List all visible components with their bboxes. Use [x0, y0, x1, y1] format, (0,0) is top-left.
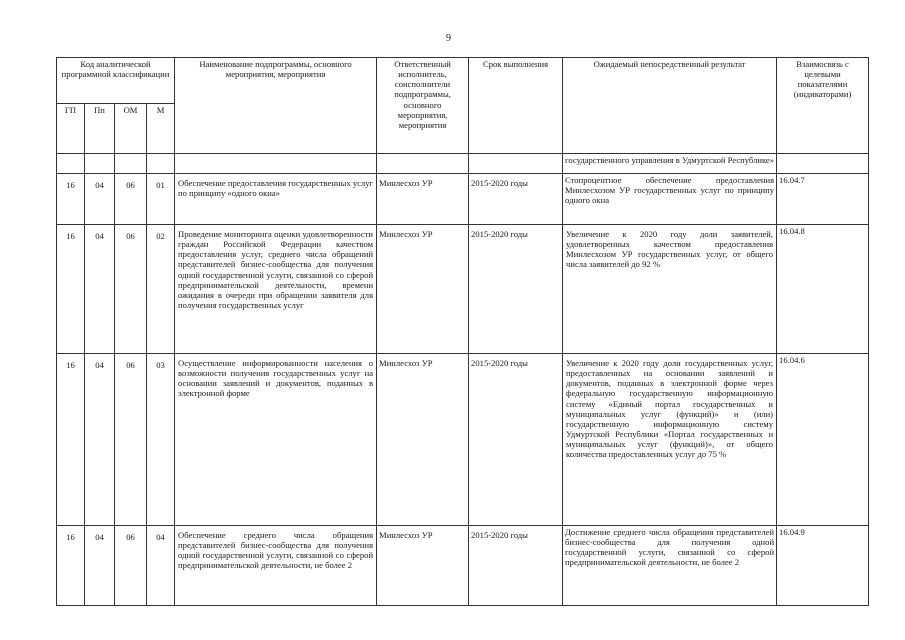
- cell-gp: 16: [57, 354, 85, 526]
- header-gp: ГП: [57, 104, 85, 154]
- header-name: Наименование подпрограммы, основного мероприятия, мероприятия: [175, 58, 377, 154]
- cell-pp: 04: [85, 526, 115, 606]
- cell-result: Достижение среднего числа обращения представителей бизнес-сообщества для получения одной государственной услуги, связанной со сферой предпринимательской деятельности, не более 2: [563, 526, 777, 606]
- cell-m: 02: [147, 225, 175, 354]
- cell-name: Осуществление информированности населения о возможности получения государственных услуг на основании заявлений и документов, поданных в электронной форме: [175, 354, 377, 526]
- cell-gp: 16: [57, 225, 85, 354]
- cell-link: 16.04.7: [777, 174, 869, 225]
- cell-gp: 16: [57, 526, 85, 606]
- header-pp: Пп: [85, 104, 115, 154]
- cell-pp: 04: [85, 174, 115, 225]
- cell-m: 04: [147, 526, 175, 606]
- cell-term: 2015-2020 годы: [469, 354, 563, 526]
- cell-name: Обеспечение среднего числа обращения представителей бизнес-сообщества для получения одной государственной услуги, связанной со сферой предпринимательской деятельности, не более 2: [175, 526, 377, 606]
- cell-responsible: Минлесхоз УР: [377, 174, 469, 225]
- continuation-row: [57, 154, 869, 174]
- cell-term: 2015-2020 годы: [469, 526, 563, 606]
- cell-term: 2015-2020 годы: [469, 174, 563, 225]
- table-row: [57, 225, 869, 354]
- cell-name: Обеспечение предоставления государственных услуг по принципу «одного окна»: [175, 174, 377, 225]
- cell-name: Проведение мониторинга оценки удовлетворенности граждан Российской Федерации качеством предоставления услуг, среднего числа обращений представителей бизнес-сообщества для получения одной государственной услуги, связанной со сферой предпринимательской деятельности, времени ожидания в очереди при обращении заявителя для получения государственных услуг: [175, 225, 377, 354]
- cell-m: 01: [147, 174, 175, 225]
- table-row: [57, 174, 869, 225]
- cell-result: Стопроцентное обеспечение предоставления Минлесхозом УР государственных услуг по принципу одного окна: [563, 174, 777, 225]
- table-row: [57, 354, 869, 526]
- program-table: [56, 57, 869, 606]
- cell-result: Увеличение к 2020 году доли заявителей, удовлетворенных качеством предоставления Минлесхозом УР государственных услуг, от общего числа заявителей до 92 %: [563, 225, 777, 354]
- header-responsible: Ответственный исполнитель, соисполнители подпрограммы, основного мероприятия, мероприятия: [377, 58, 469, 154]
- cell-om: 06: [115, 354, 147, 526]
- header-link: Взаимосвязь с целевыми показателями (индикаторами): [777, 58, 869, 154]
- header-result: Ожидаемый непосредственный результат: [563, 58, 777, 154]
- cell-responsible: Минлесхоз УР: [377, 354, 469, 526]
- cell-gp: 16: [57, 174, 85, 225]
- cell-link: 16.04.9: [777, 526, 869, 606]
- cell-responsible: Минлесхоз УР: [377, 526, 469, 606]
- header-term: Срок выполнения: [469, 58, 563, 154]
- cell-pp: 04: [85, 354, 115, 526]
- cell-result: Увеличение к 2020 году доли государственных услуг, предоставленных на основании заявлений и документов, поданных в электронной форме через федеральную государственную информационную систему «Единый портал государственных и муниципальных услуг (функций)» и (или) государственную информационную систему Удмуртской Республики «Портал государственных и муниципальных услуг (функций)», от общего количества предоставленных услуг до 75 %: [563, 354, 777, 526]
- header-om: ОМ: [115, 104, 147, 154]
- cell-om: 06: [115, 225, 147, 354]
- page-number: 9: [446, 33, 451, 44]
- cell-pp: 04: [85, 225, 115, 354]
- cell-term: 2015-2020 годы: [469, 225, 563, 354]
- cell-om: 06: [115, 526, 147, 606]
- cell-m: 03: [147, 354, 175, 526]
- table-row: [57, 526, 869, 606]
- header-code-group: Код аналитической программной классификации: [57, 58, 175, 104]
- header-row: [57, 58, 869, 104]
- cell-om: 06: [115, 174, 147, 225]
- continuation-text: государственного управления в Удмуртской Республике»: [563, 154, 777, 174]
- header-m: М: [147, 104, 175, 154]
- cell-responsible: Минлесхоз УР: [377, 225, 469, 354]
- cell-link: 16.04.6: [777, 354, 869, 526]
- cell-link: 16.04.8: [777, 225, 869, 354]
